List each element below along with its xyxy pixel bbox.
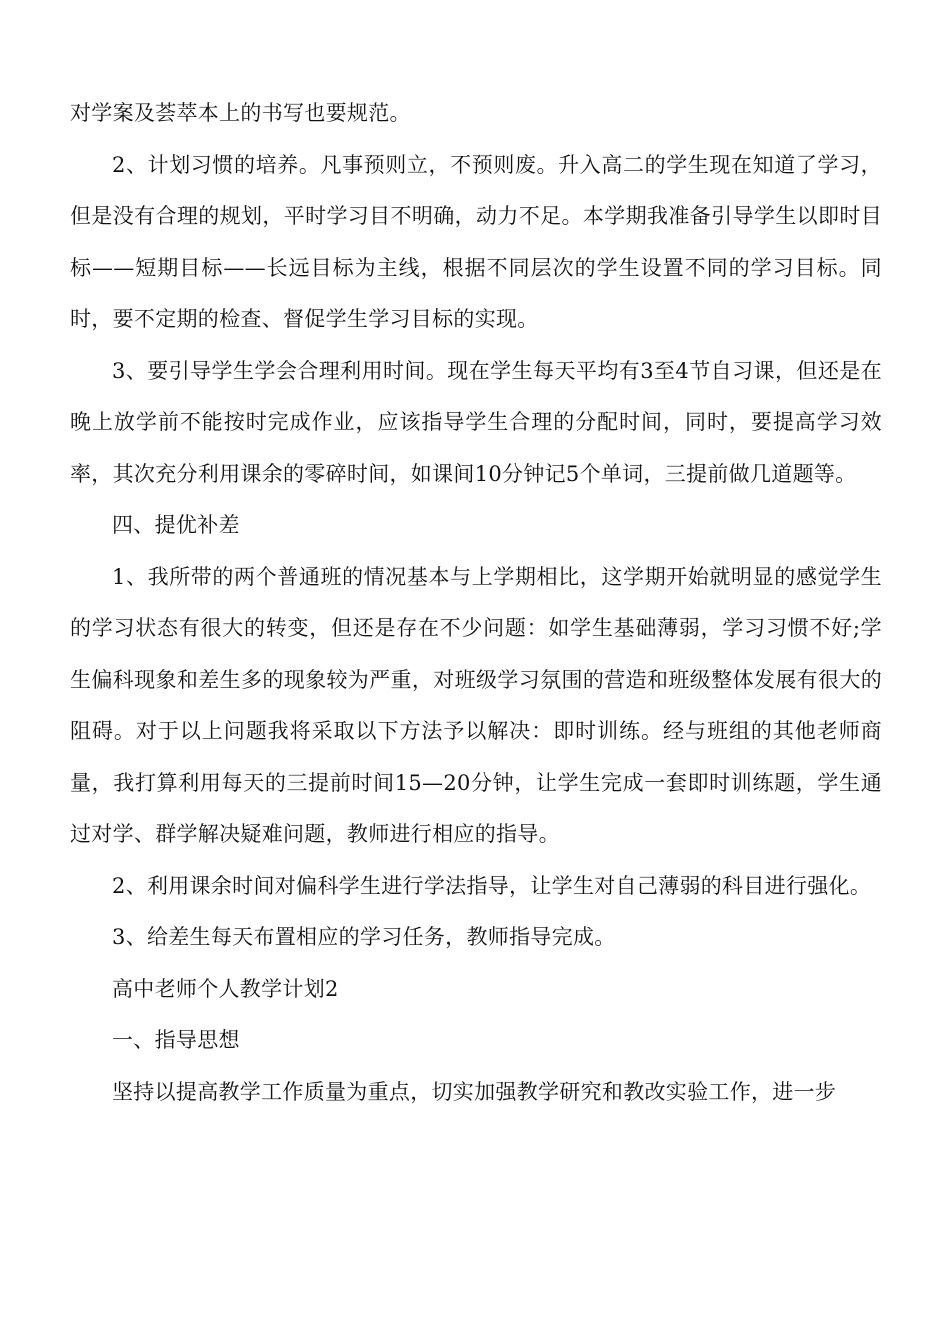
paragraph-tasks: 3、给差生每天布置相应的学习任务，教师指导完成。 xyxy=(112,925,616,949)
document-title-plan-2: 高中老师个人教学计划2 xyxy=(112,976,339,1001)
paragraph-continuation: 对学案及荟萃本上的书写也要规范。 xyxy=(70,101,411,125)
section-heading-guiding-thought: 一、指导思想 xyxy=(112,1028,240,1052)
document-body xyxy=(70,88,882,1118)
paragraph-class-situation: 1、我所带的两个普通班的情况基本与上学期相比，这学期开始就明显的感觉学生的学习状态有很大的转变，但还是存在不少问题：如学生基础薄弱，学习习惯不好;学生偏科现象和差生多的现象较为严重，对班级学习氛围的营造和班级整体发展有很大的阻碍。对于以上问题我将采取以下方法予以解决：即时训练。经与班组的其他老师商量，我打算利用每天的三提前时间15—20分钟，让学生完成一套即时训练题，学生通过对学、群学解决疑难问题，教师进行相应的指导。 xyxy=(70,564,882,846)
paragraph-study-guidance: 2、利用课余时间对偏科学生进行学法指导，让学生对自己薄弱的科目进行强化。 xyxy=(112,873,872,898)
section-heading-improvement: 四、提优补差 xyxy=(112,513,240,537)
paragraph-plan-habit: 2、计划习惯的培养。凡事预则立，不预则废。升入高二的学生现在知道了学习，但是没有合理的规划，平时学习目不明确，动力不足。本学期我准备引导学生以即时目标——短期目标——长远目标为主线，根据不同层次的学生设置不同的学习目标。同时，要不定期的检查、督促学生学习目标的实现。 xyxy=(70,152,882,331)
paragraph-time-management: 3、要引导学生学会合理利用时间。现在学生每天平均有3至4节自习课，但还是在晚上放学前不能按时完成作业，应该指导学生合理的分配时间，同时，要提高学习效率，其次充分利用课余的零碎时间，如课间10分钟记5个单词，三提前做几道题等。 xyxy=(70,358,882,486)
paragraph-guiding-thought: 坚持以提高教学工作质量为重点，切实加强教学研究和教改实验工作，进一步 xyxy=(112,1079,837,1104)
